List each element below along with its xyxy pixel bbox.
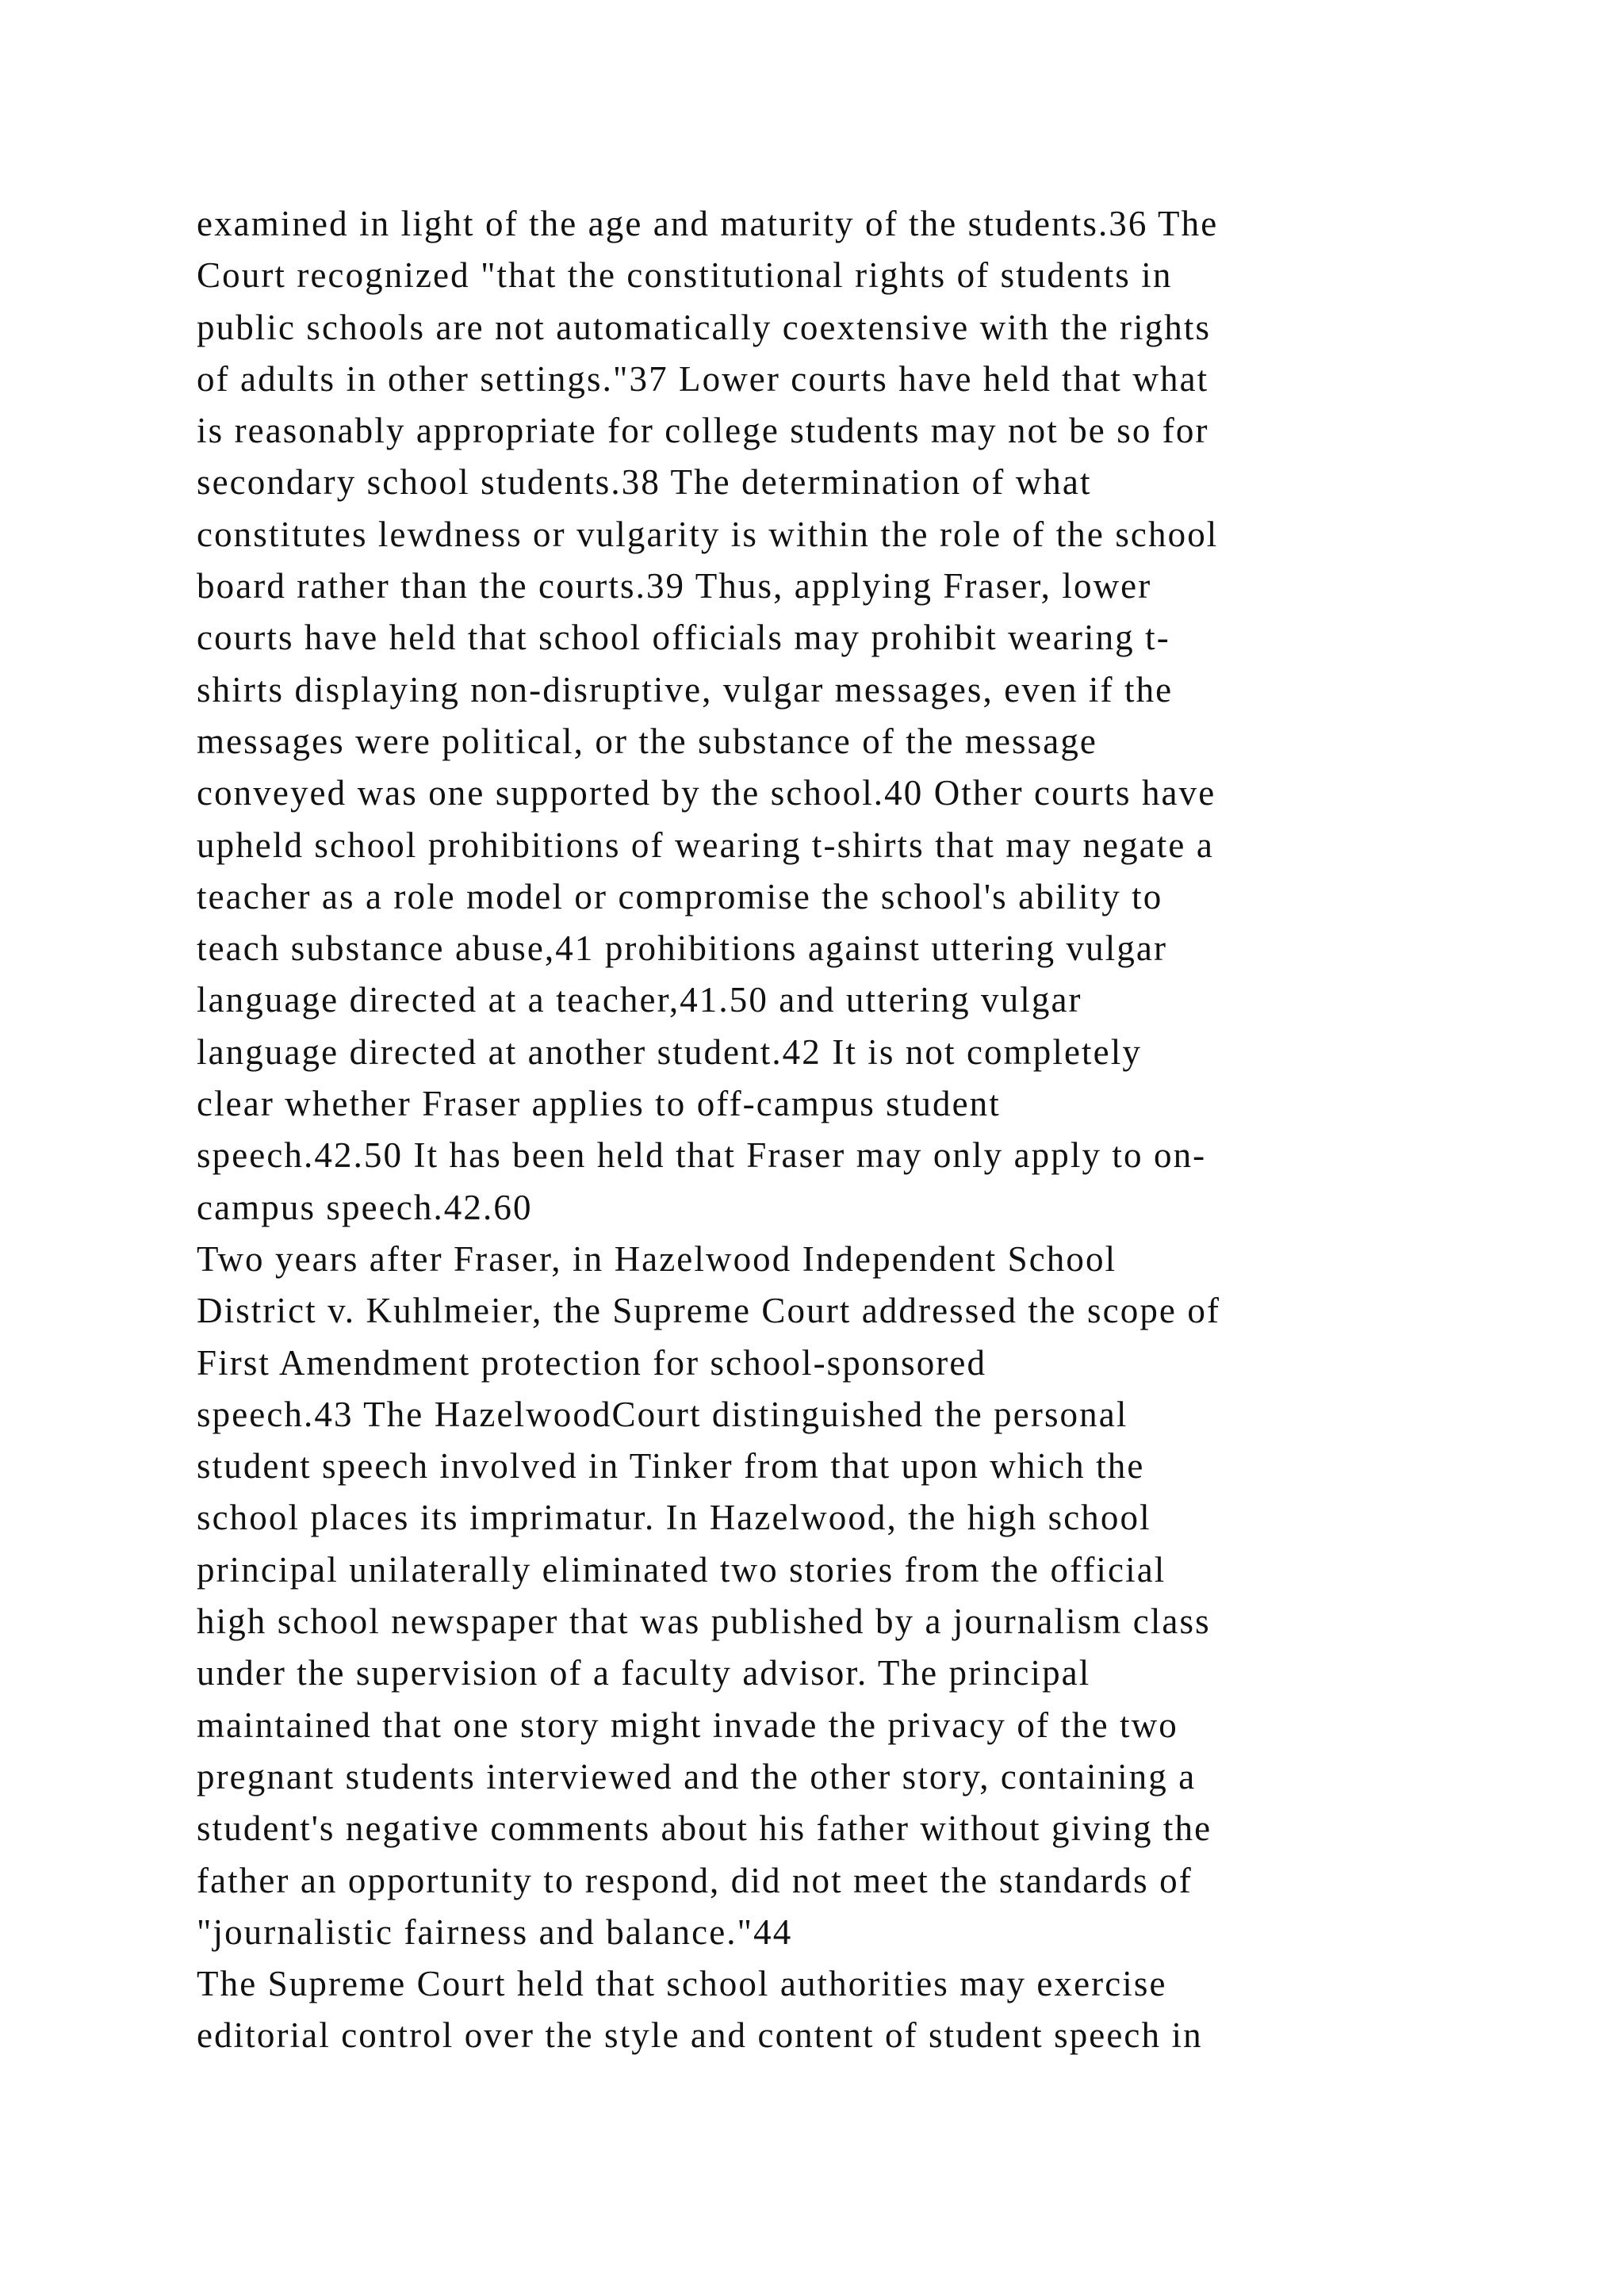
text-line: father an opportunity to respond, did not meet the standards of — [197, 1860, 1193, 1900]
text-line: secondary school students.38 The determination of what — [197, 462, 1092, 503]
text-line: language directed at a teacher,41.50 and uttering vulgar — [197, 980, 1082, 1020]
text-line: shirts displaying non-disruptive, vulgar messages, even if the — [197, 669, 1174, 710]
text-line: "journalistic fairness and balance."44 — [197, 1911, 793, 1952]
text-line: conveyed was one supported by the school.40 Other courts have — [197, 773, 1216, 813]
text-line: school places its imprimatur. In Hazelwood, the high school — [197, 1498, 1151, 1538]
text-line: courts have held that school officials may prohibit wearing t- — [197, 618, 1170, 658]
text-line: clear whether Fraser applies to off-campus student — [197, 1084, 1001, 1124]
text-line: student speech involved in Tinker from that upon which the — [197, 1446, 1145, 1487]
text-line: principal unilaterally eliminated two stories from the official — [197, 1549, 1166, 1590]
text-line: constitutes lewdness or vulgarity is within the role of the school — [197, 514, 1219, 554]
text-line: speech.43 The HazelwoodCourt distinguished the personal — [197, 1394, 1128, 1434]
text-line: Two years after Fraser, in Hazelwood Independent School — [197, 1238, 1117, 1279]
text-line: board rather than the courts.39 Thus, applying Fraser, lower — [197, 566, 1152, 607]
text-line: pregnant students interviewed and the other story, containing a — [197, 1756, 1197, 1797]
text-line: teacher as a role model or compromise the school's ability to — [197, 876, 1163, 916]
text-line: Court recognized "that the constitutional rights of students in — [197, 255, 1173, 296]
text-line: campus speech.42.60 — [197, 1187, 533, 1227]
text-line: language directed at another student.42 It is not completely — [197, 1031, 1142, 1072]
text-line: messages were political, or the substance of the message — [197, 721, 1098, 761]
text-line: student's negative comments about his father without giving the — [197, 1808, 1212, 1849]
text-line: is reasonably appropriate for college students may not be so for — [197, 411, 1209, 451]
text-line: examined in light of the age and maturity of the students.36 The — [197, 204, 1219, 243]
text-line: public schools are not automatically coextensive with the rights — [197, 307, 1212, 347]
text-line: high school newspaper that was published by a journalism class — [197, 1601, 1211, 1642]
text-line: maintained that one story might invade the privacy of the two — [197, 1705, 1178, 1745]
body-text — [197, 198, 1513, 2062]
text-line: The Supreme Court held that school authorities may exercise — [197, 1964, 1167, 2004]
text-line: teach substance abuse,41 prohibitions against uttering vulgar — [197, 928, 1168, 969]
text-line: of adults in other settings."37 Lower courts have held that what — [197, 358, 1209, 399]
text-line: upheld school prohibitions of wearing t-shirts that may negate a — [197, 825, 1214, 865]
text-line: speech.42.50 It has been held that Fraser may only apply to on- — [197, 1135, 1207, 1176]
text-line: District v. Kuhlmeier, the Supreme Court addressed the scope of — [197, 1291, 1221, 1331]
text-line: First Amendment protection for school-sponsored — [197, 1342, 987, 1383]
text-line: editorial control over the style and content of student speech in — [197, 2015, 1203, 2056]
text-line: under the supervision of a faculty advisor. The principal — [197, 1653, 1091, 1693]
